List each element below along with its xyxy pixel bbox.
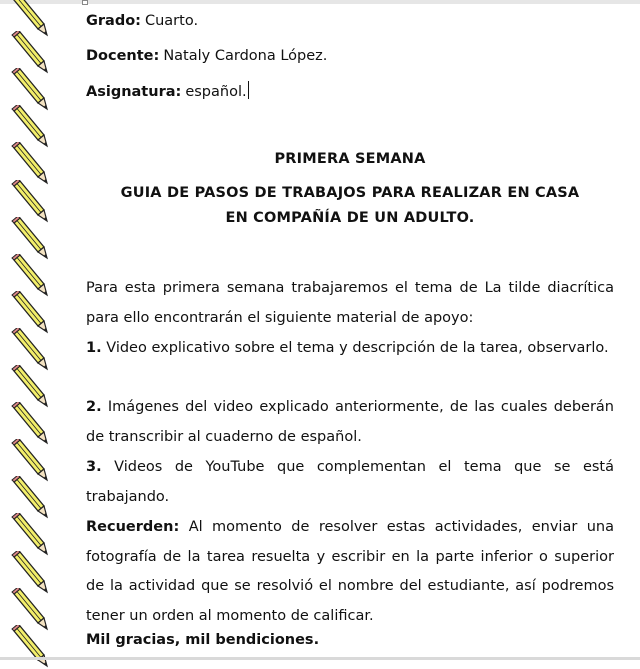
window-top-edge xyxy=(0,0,640,4)
list-item xyxy=(86,393,614,452)
reminder-paragraph xyxy=(86,513,614,631)
guide-title-line1: GUIA DE PASOS DE TRABAJOS PARA REALIZAR EN CASA xyxy=(120,185,580,201)
pencil-icon xyxy=(10,625,50,669)
reminder-label: Recuerden: xyxy=(86,519,180,535)
item-text: Video explicativo sobre el tema y descripción de la tarea, observarlo. xyxy=(106,340,609,356)
week-title: PRIMERA SEMANA xyxy=(274,151,426,167)
pencil-border xyxy=(0,0,60,660)
grado-value: Cuarto. xyxy=(144,13,199,29)
grado-line xyxy=(86,11,198,31)
item-text: Imágenes del video explicado anteriormente, de las cuales deberán de transcribir al cuaderno de español. xyxy=(86,399,614,445)
text-caret xyxy=(248,81,249,99)
closing-line: Mil gracias, mil bendiciones. xyxy=(86,632,320,648)
asignatura-line[interactable] xyxy=(86,81,249,102)
item-number: 1. xyxy=(86,340,102,356)
item-text: Videos de YouTube que complementan el tema que se está trabajando. xyxy=(86,459,614,505)
intro-paragraph: Para esta primera semana trabajaremos el tema de La tilde diacrítica para ello encontrarán el siguiente material de apoyo: xyxy=(86,280,614,326)
item-number: 3. xyxy=(86,459,102,475)
asignatura-value[interactable]: español. xyxy=(185,84,247,100)
docente-line xyxy=(86,46,327,66)
docente-value: Nataly Cardona López. xyxy=(163,48,328,64)
grado-label: Grado: xyxy=(86,13,141,29)
list-item xyxy=(86,334,614,364)
reminder-text: Al momento de resolver estas actividades, enviar una fotografía de la tarea resuelta y escribir en la parte inferior o superior de la actividad que se resolvió el nombre del estudiante, así podremos tener un orden al momento de calificar. xyxy=(86,519,615,624)
guide-title-line2: EN COMPAÑÍA DE UN ADULTO. xyxy=(225,210,475,226)
asignatura-label: Asignatura: xyxy=(86,84,182,100)
list-item xyxy=(86,453,614,512)
docente-label: Docente: xyxy=(86,48,160,64)
ruler-marker xyxy=(82,0,88,5)
item-number: 2. xyxy=(86,399,102,415)
